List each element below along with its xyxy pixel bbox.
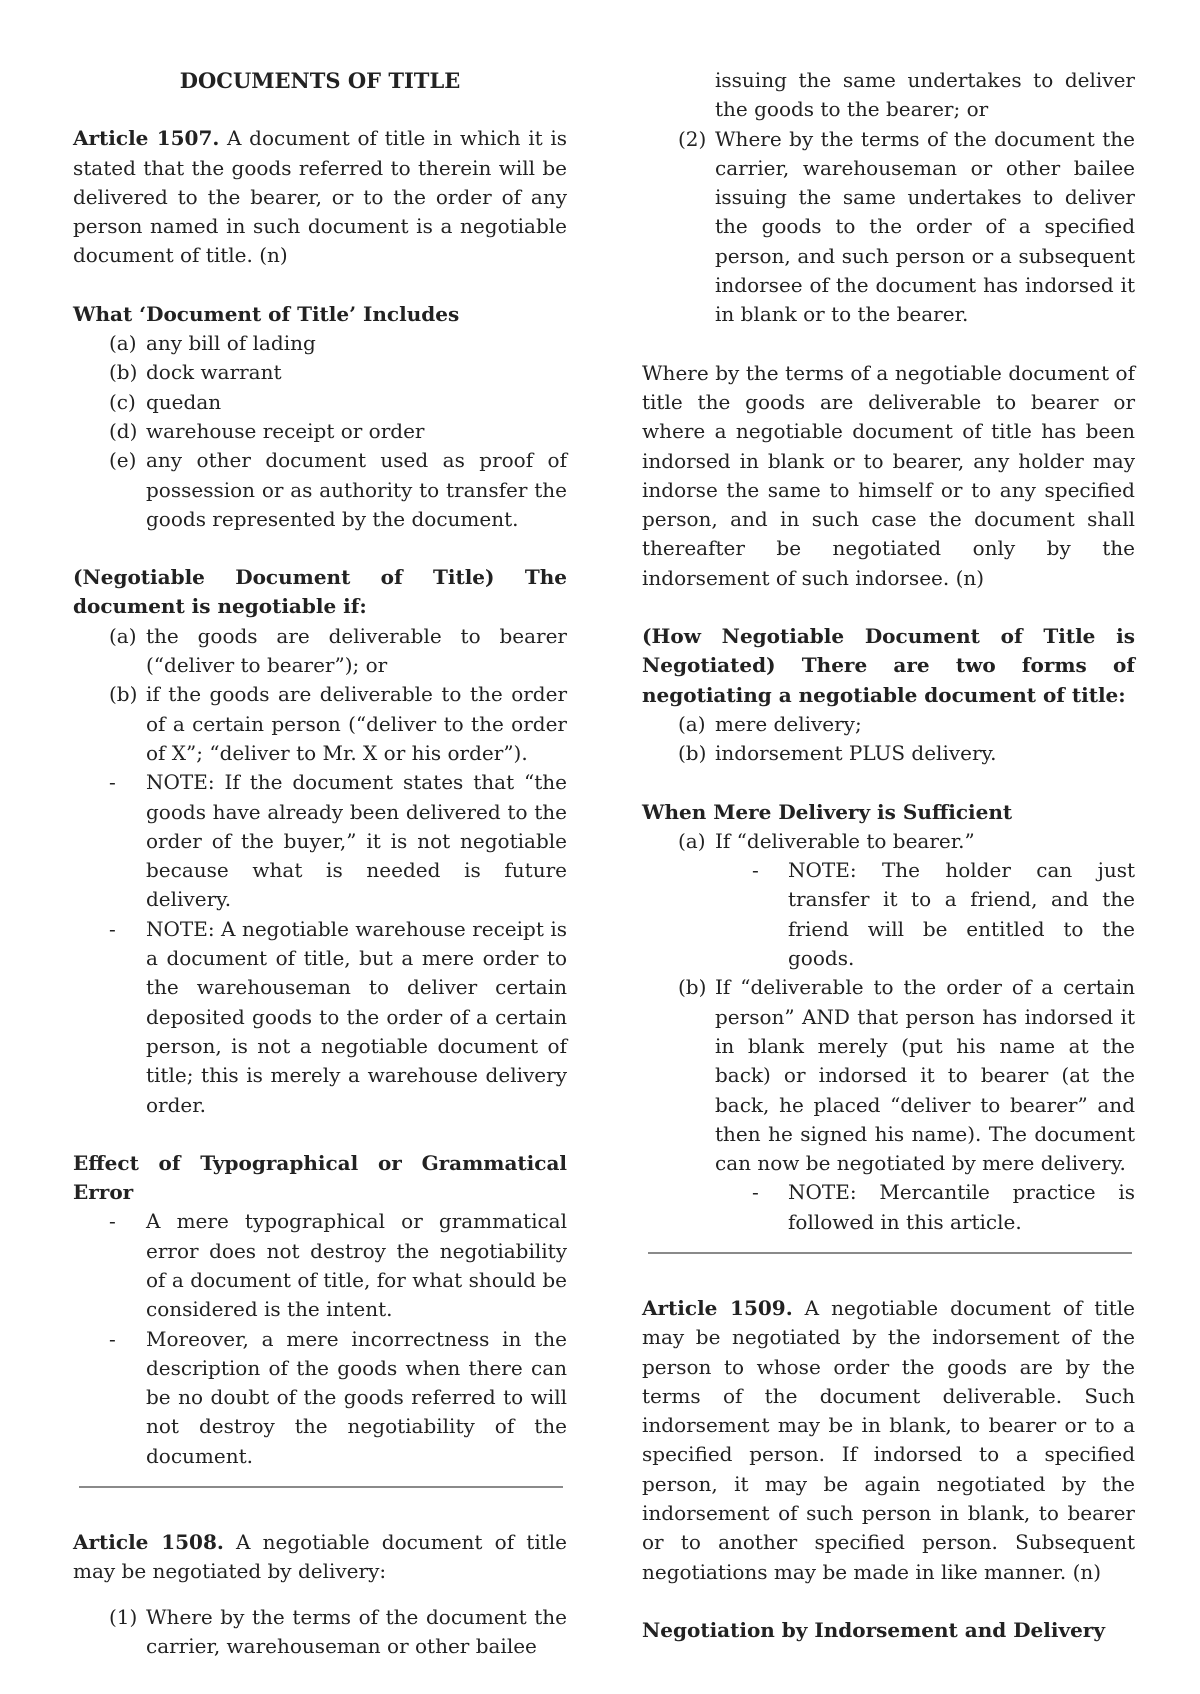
- mere-delivery-heading: When Mere Delivery is Sufficient: [642, 799, 1013, 824]
- list-item-text: any other document used as proof of possession or as authority to transfer the goods represented by the document.: [146, 448, 567, 531]
- list-marker: (d): [109, 418, 138, 443]
- how-negotiated-heading: (How Negotiable Document of Title is Negotiated) There are two forms of negotiating a negotiable document of title:: [642, 624, 1135, 707]
- list-marker: (a): [678, 828, 706, 853]
- includes-heading: What ‘Document of Title’ Includes: [73, 301, 460, 326]
- list-item-text: NOTE: Mercantile practice is followed in this article.: [788, 1180, 1135, 1234]
- list-item: [73, 622, 567, 681]
- list-item-text: any bill of lading: [146, 331, 316, 356]
- list-item: [73, 680, 567, 768]
- list-marker: (a): [109, 623, 137, 648]
- bearer-paragraph: Where by the terms of a negotiable document of title the goods are deliverable to bearer or where a negotiable document of title has been indorsed in blank or to bearer, any holder may indorse the same to himself or to any specified person, and in such case the document shall thereafter be negotiated only by the indorsement of such indorsee. (n): [642, 360, 1135, 590]
- article-1507-label: Article 1507.: [73, 126, 220, 151]
- list-item: [73, 446, 567, 534]
- left-column: [73, 66, 567, 1661]
- list-item-text: quedan: [146, 389, 222, 414]
- article-1507: [73, 124, 567, 270]
- list-item: [73, 1603, 567, 1662]
- article-1509-text: A negotiable document of title may be negotiated by the indorsement of the person to whose order the goods are by the terms of the document deliverable. Such indorsement may be in blank, to bearer or to a specified person. If indorsed to a specified person, it may be again negotiated by the indorsement of such person in blank, to bearer or to another specified person. Subsequent negotiations may be made in like manner. (n): [642, 1295, 1135, 1584]
- list-marker: (b): [678, 741, 707, 766]
- list-marker: (a): [109, 331, 137, 356]
- list-marker: (c): [109, 389, 136, 414]
- list-item-text: if the goods are deliverable to the order of a certain person (“deliver to the order of X”; “deliver to Mr. X or his order”).: [146, 682, 567, 765]
- list-marker: -: [109, 1209, 116, 1234]
- list-marker: (a): [678, 711, 706, 736]
- section-divider: [648, 1252, 1132, 1254]
- list-item: [73, 1325, 567, 1471]
- list-marker: (b): [109, 682, 138, 707]
- list-item-text: the goods are deliverable to bearer (“deliver to bearer”); or: [146, 623, 567, 678]
- list-item-text: Where by the terms of the document the carrier, warehouseman or other bailee: [146, 1604, 567, 1658]
- article-1508-label: Article 1508.: [73, 1530, 224, 1555]
- list-item-text: Where by the terms of the document the carrier, warehouseman or other bailee issuing the same undertakes to deliver the goods to the order of a specified person, and such person or a subsequent indorsee of the document has indorsed it in blank or to the bearer.: [715, 126, 1135, 327]
- sub-list-item: [642, 1178, 1135, 1237]
- list-item: [73, 329, 567, 358]
- right-column: [642, 66, 1135, 1645]
- negotiable-heading: (Negotiable Document of Title) The document is negotiable if:: [73, 565, 567, 619]
- list-item-text: If “deliverable to bearer.”: [715, 828, 975, 853]
- section-divider: [79, 1486, 563, 1488]
- list-item: [73, 1207, 567, 1324]
- error-heading: Effect of Typographical or Grammatical Error: [73, 1150, 567, 1205]
- list-item: [642, 125, 1135, 330]
- list-marker: (b): [109, 360, 138, 385]
- list-item: [642, 710, 1135, 739]
- error-list: [73, 1207, 567, 1471]
- list-item: [73, 358, 567, 387]
- article-1507-text: A document of title in which it is stated that the goods referred to therein will be delivered to the bearer, or to the order of any person named in such document is a negotiable document of title. (n): [73, 126, 567, 268]
- list-marker: (b): [678, 975, 707, 1000]
- list-item: [73, 388, 567, 417]
- includes-list: [73, 329, 567, 534]
- list-item: [73, 417, 567, 446]
- article-1509-label: Article 1509.: [642, 1295, 793, 1320]
- list-item-text: NOTE: The holder can just transfer it to a friend, and the friend will be entitled to the goods.: [788, 858, 1135, 971]
- article-1508-text: A negotiable document of title may be negotiated by delivery:: [73, 1530, 567, 1584]
- list-marker: -: [109, 916, 116, 941]
- list-item-text: A mere typographical or grammatical error does not destroy the negotiability of a document of title, for what should be considered is the intent.: [146, 1209, 567, 1322]
- list-item-text: Moreover, a mere incorrectness in the description of the goods when there can be no doubt of the goods referred to will not destroy the negotiability of the document.: [146, 1326, 567, 1468]
- list-item-text: NOTE: A negotiable warehouse receipt is a document of title, but a mere order to the warehouseman to deliver certain deposited goods to the order of a certain person, is not a negotiable document of title; this is merely a warehouse delivery order.: [146, 916, 567, 1117]
- list-item: [642, 827, 1135, 856]
- list-item-text: warehouse receipt or order: [146, 418, 425, 443]
- list-marker: (2): [678, 126, 707, 151]
- list-item: [73, 915, 567, 1120]
- list-item-text: dock warrant: [146, 360, 282, 385]
- list-item: [642, 739, 1135, 768]
- sub-list-item: [642, 856, 1135, 973]
- list-item-text: mere delivery;: [715, 711, 862, 736]
- negotiable-list: [73, 622, 567, 1120]
- list-item: [642, 973, 1135, 1178]
- list-marker: (1): [109, 1604, 138, 1629]
- list-item-text: indorsement PLUS delivery.: [715, 741, 997, 766]
- list-item-text: issuing the same undertakes to deliver the goods to the bearer; or: [715, 68, 1135, 122]
- indorsement-heading: Negotiation by Indorsement and Delivery: [642, 1617, 1105, 1642]
- list-item-text: NOTE: If the document states that “the goods have already been delivered to the order of the buyer,” it is not negotiable because what is needed is future delivery.: [146, 770, 567, 912]
- list-marker: -: [109, 770, 116, 795]
- list-marker: -: [752, 1180, 759, 1205]
- how-list: [642, 710, 1135, 769]
- list-item: [73, 768, 567, 914]
- list-item-continued: [642, 66, 1135, 125]
- article-1509: [642, 1294, 1135, 1587]
- list-marker: -: [752, 858, 759, 883]
- list-item-text: If “deliverable to the order of a certain person” AND that person has indorsed it in blank merely (put his name at the back) or indorsed it to bearer (at the back, he placed “deliver to bearer” and then he signed his name). The document can now be negotiated by mere delivery.: [715, 975, 1135, 1176]
- page-title: DOCUMENTS OF TITLE: [179, 68, 461, 93]
- list-marker: (e): [109, 448, 137, 473]
- article-1508: [73, 1528, 567, 1587]
- list-marker: -: [109, 1326, 116, 1351]
